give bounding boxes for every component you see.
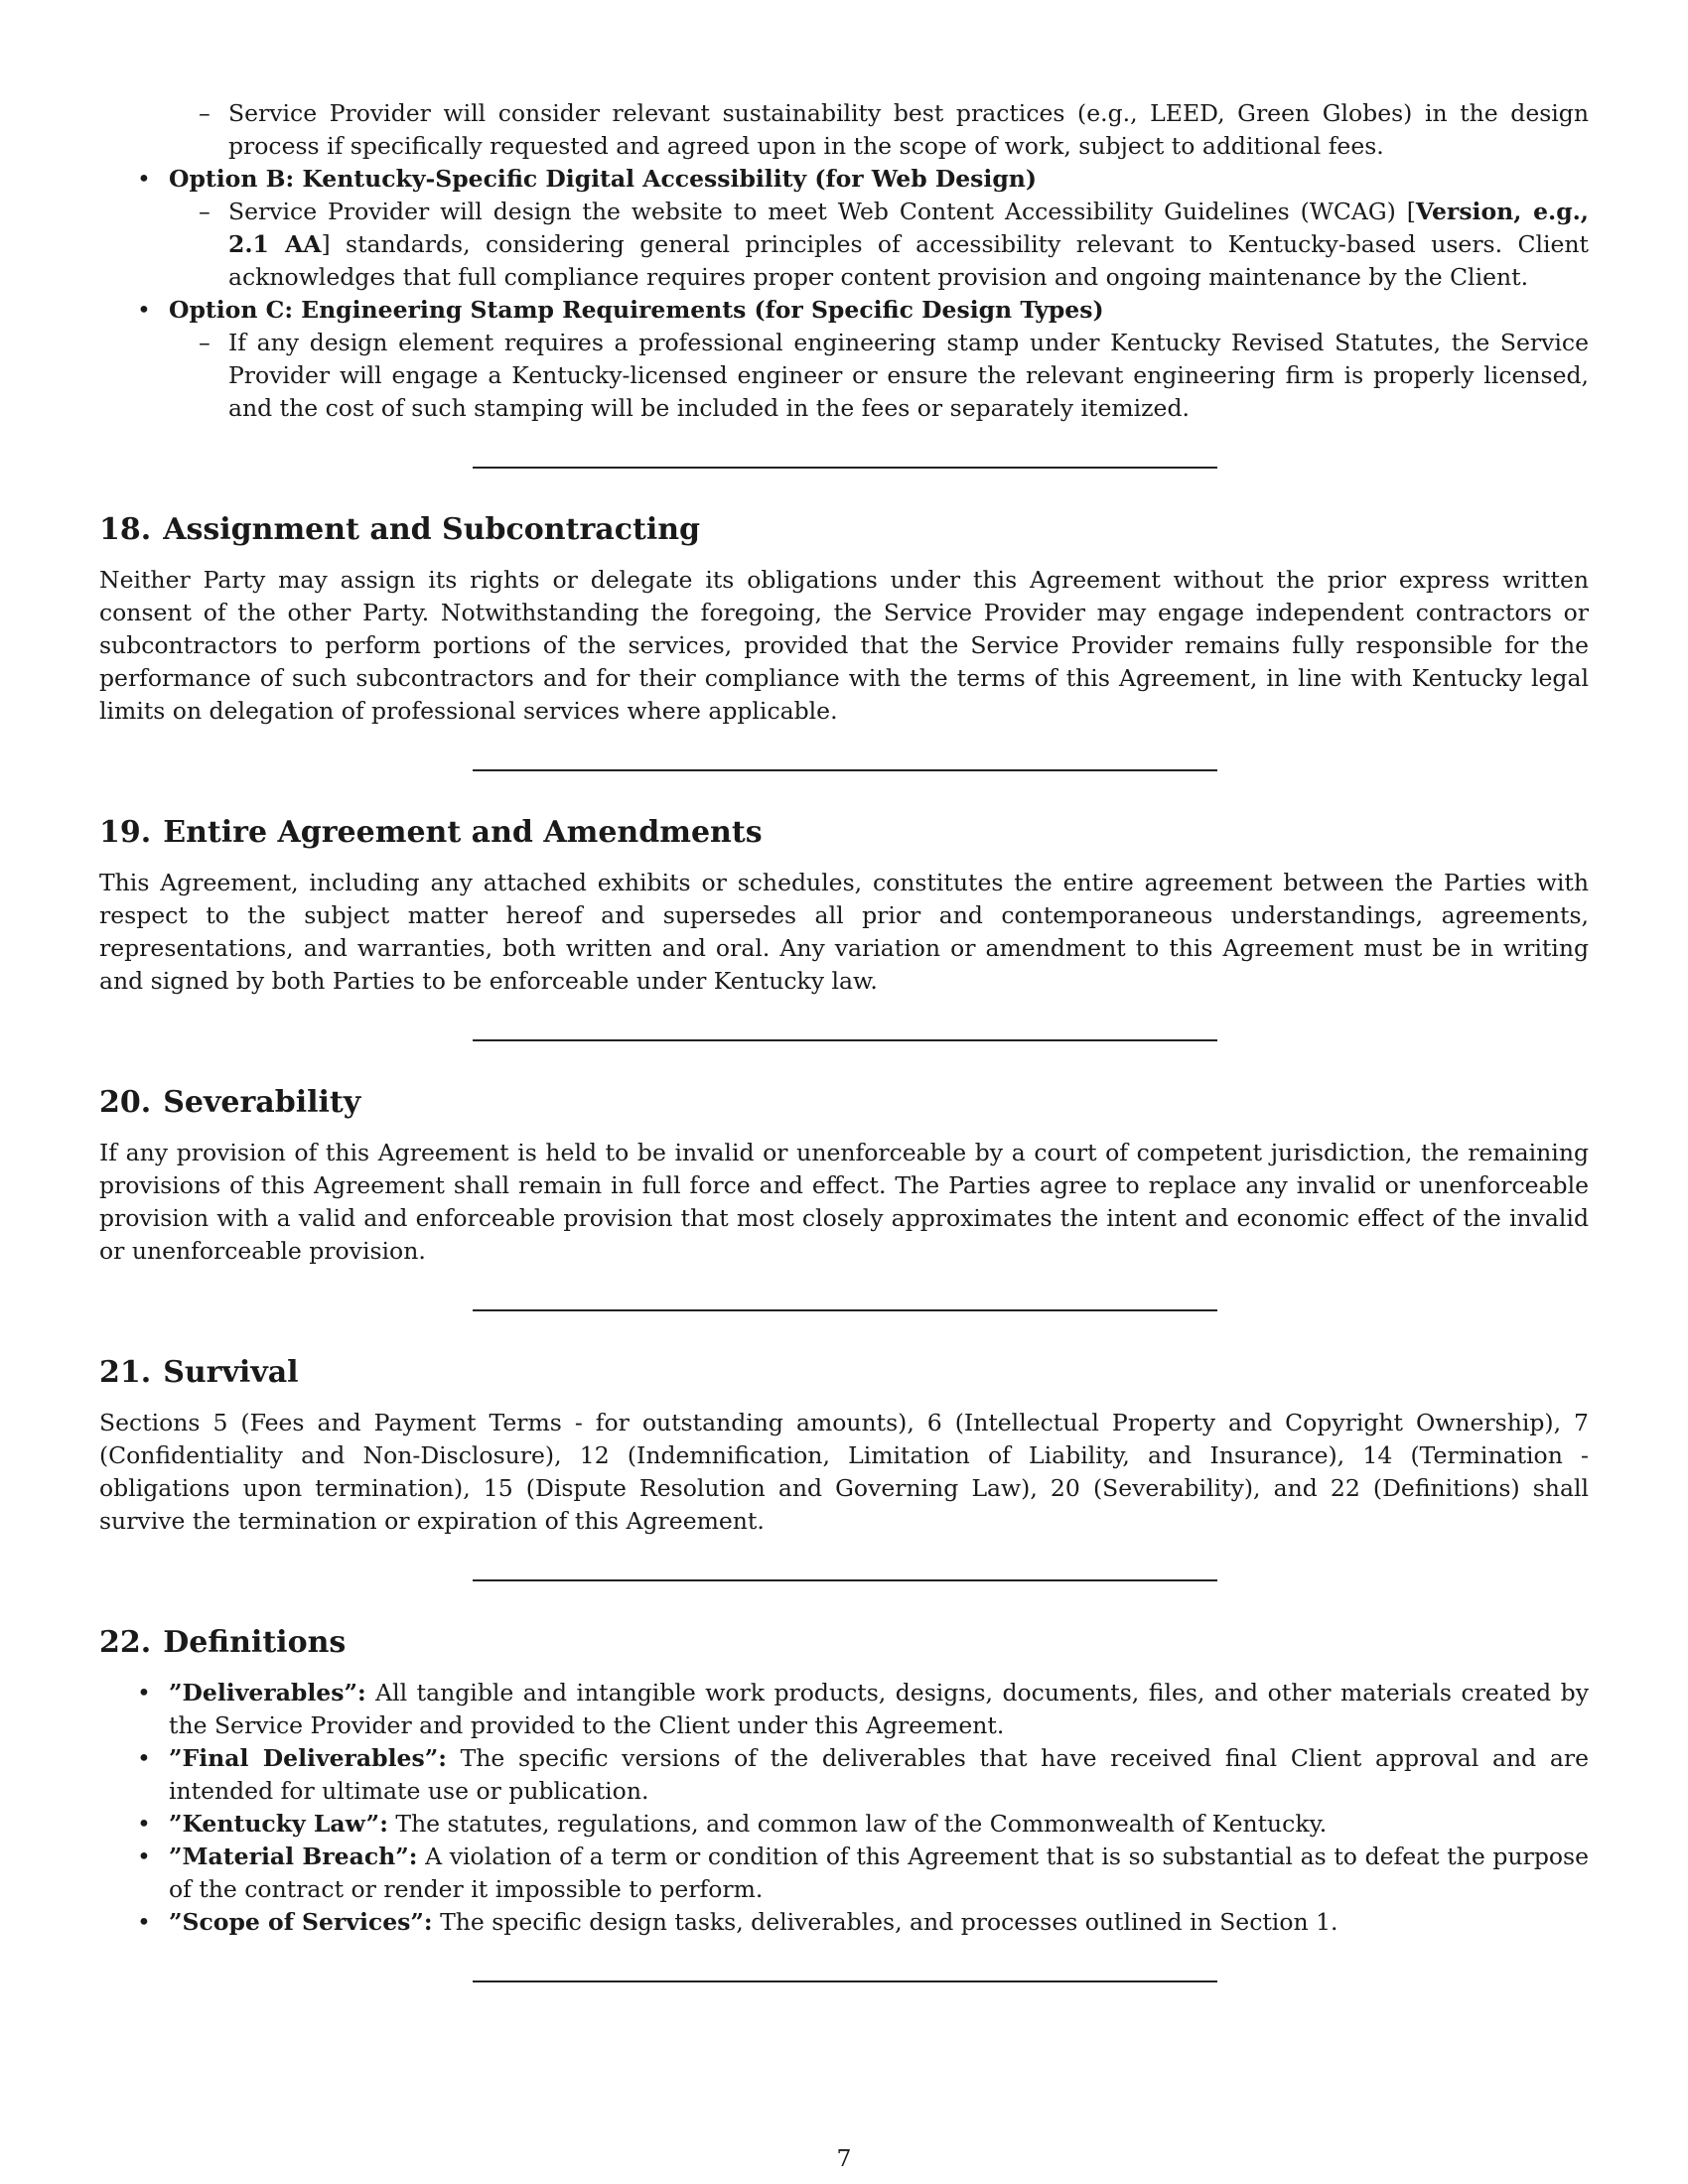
- option-a-sublist: [99, 97, 1589, 163]
- option-c-item: [99, 294, 1589, 327]
- section-divider: [473, 1980, 1217, 1982]
- option-c-subitem: [99, 327, 1589, 425]
- option-b-subitem: [99, 196, 1589, 294]
- section-body-20: If any provision of this Agreement is held to be invalid or unenforceable by a court of competent jurisdiction, the remaining provisions of this Agreement shall remain in full force and effect. The Parties agree to replace any invalid or unenforceable provision with a valid and enforceable provision that most closely approximates the intent and economic effect of the invalid or unenforceable provision.: [99, 1139, 1589, 1265]
- section-heading-20: [99, 1083, 1589, 1123]
- definition-term: ”Final Deliverables”:: [169, 1744, 447, 1772]
- option-b-item: [99, 163, 1589, 196]
- section-title: Definitions: [163, 1625, 347, 1660]
- section-title: Entire Agreement and Amendments: [163, 815, 763, 850]
- option-b-sublist: [99, 196, 1589, 294]
- definition-term: ”Scope of Services”:: [169, 1908, 433, 1936]
- definition-item: [99, 1742, 1589, 1808]
- option-a-text: Service Provider will consider relevant sustainability best practices (e.g., LEED, Green Globes) in the design process if specifically requested and agreed upon in the scope of work, subject to additional fees.: [228, 99, 1589, 160]
- section-heading-18: [99, 510, 1589, 550]
- definition-text: The statutes, regulations, and common law of the Commonwealth of Kentucky.: [395, 1810, 1328, 1838]
- option-c-text: If any design element requires a professional engineering stamp under Kentucky Revised Statutes, the Service Provider will engage a Kentucky-licensed engineer or ensure the relevant engineering firm is properly licensed, and the cost of such stamping will be included in the fees or separately itemized.: [228, 329, 1589, 422]
- option-b-text-before: Service Provider will design the website to meet Web Content Accessibility Guidelines (WCAG) [: [228, 198, 1416, 225]
- section-heading-22: [99, 1623, 1589, 1663]
- definitions-list: [99, 1677, 1589, 1939]
- definition-text: The specific versions of the deliverables that have received final Client approval and are intended for ultimate use or publication.: [169, 1744, 1589, 1805]
- section-body-18: Neither Party may assign its rights or delegate its obligations under this Agreement without the prior express written consent of the other Party. Notwithstanding the foregoing, the Service Provider may engage independent contractors or subcontractors to perform portions of the services, provided that the Service Provider remains fully responsible for the performance of such subcontractors and for their compliance with the terms of this Agreement, in line with Kentucky legal limits on delegation of professional services where applicable.: [99, 566, 1589, 725]
- definition-text: A violation of a term or condition of this Agreement that is so substantial as to defeat the purpose of the contract or render it impossible to perform.: [169, 1843, 1589, 1903]
- option-b-version: Version, e.g., 2.1 AA: [228, 198, 1589, 258]
- section-divider: [473, 1039, 1217, 1041]
- section-heading-19: [99, 813, 1589, 853]
- option-c-title: Option C: Engineering Stamp Requirements (for Specific Design Types): [169, 296, 1104, 324]
- definition-text: All tangible and intangible work products, designs, documents, files, and other materials created by the Service Provider and provided to the Client under this Agreement.: [169, 1679, 1589, 1739]
- section-title: Survival: [163, 1355, 299, 1390]
- definition-term: ”Deliverables”:: [169, 1679, 366, 1706]
- definition-item: [99, 1677, 1589, 1742]
- section-number: 21.: [99, 1355, 152, 1390]
- section-heading-21: [99, 1353, 1589, 1393]
- option-b-text-after: ] standards, considering general principles of accessibility relevant to Kentucky-based users. Client acknowledges that full compliance requires proper content provision and ongoing maintenance by the Client.: [228, 230, 1589, 291]
- option-c-list: [99, 294, 1589, 327]
- section-number: 22.: [99, 1625, 152, 1660]
- option-b-title: Option B: Kentucky-Specific Digital Accessibility (for Web Design): [169, 165, 1037, 193]
- option-c-sublist: [99, 327, 1589, 425]
- section-body-21: Sections 5 (Fees and Payment Terms - for outstanding amounts), 6 (Intellectual Property and Copyright Ownership), 7 (Confidentiality and Non-Disclosure), 12 (Indemnification, Limitation of Liability, and Insurance), 14 (Termination - obligations upon termination), 15 (Dispute Resolution and Governing Law), 20 (Severability), and 22 (Definitions) shall survive the termination or expiration of this Agreement.: [99, 1409, 1589, 1535]
- section-body-19: This Agreement, including any attached exhibits or schedules, constitutes the entire agreement between the Parties with respect to the subject matter hereof and supersedes all prior and contemporaneous understandings, agreements, representations, and warranties, both written and oral. Any variation or amendment to this Agreement must be in writing and signed by both Parties to be enforceable under Kentucky law.: [99, 869, 1589, 995]
- page-number: 7: [836, 2144, 852, 2172]
- section-divider: [473, 1309, 1217, 1311]
- section-divider: [473, 769, 1217, 771]
- document-page: [99, 97, 1589, 1982]
- section-number: 20.: [99, 1085, 152, 1120]
- section-number: 19.: [99, 815, 152, 850]
- definition-item: [99, 1808, 1589, 1841]
- section-divider: [473, 1579, 1217, 1581]
- option-a-item: [99, 97, 1589, 163]
- definition-term: ”Kentucky Law”:: [169, 1810, 388, 1838]
- definition-text: The specific design tasks, deliverables, and processes outlined in Section 1.: [440, 1908, 1338, 1936]
- section-number: 18.: [99, 512, 152, 547]
- option-b-list: [99, 163, 1589, 196]
- definition-item: [99, 1906, 1589, 1939]
- section-divider: [473, 467, 1217, 469]
- section-title: Assignment and Subcontracting: [163, 512, 701, 547]
- section-title: Severability: [163, 1085, 361, 1120]
- definition-term: ”Material Breach”:: [169, 1843, 418, 1870]
- definition-item: [99, 1841, 1589, 1906]
